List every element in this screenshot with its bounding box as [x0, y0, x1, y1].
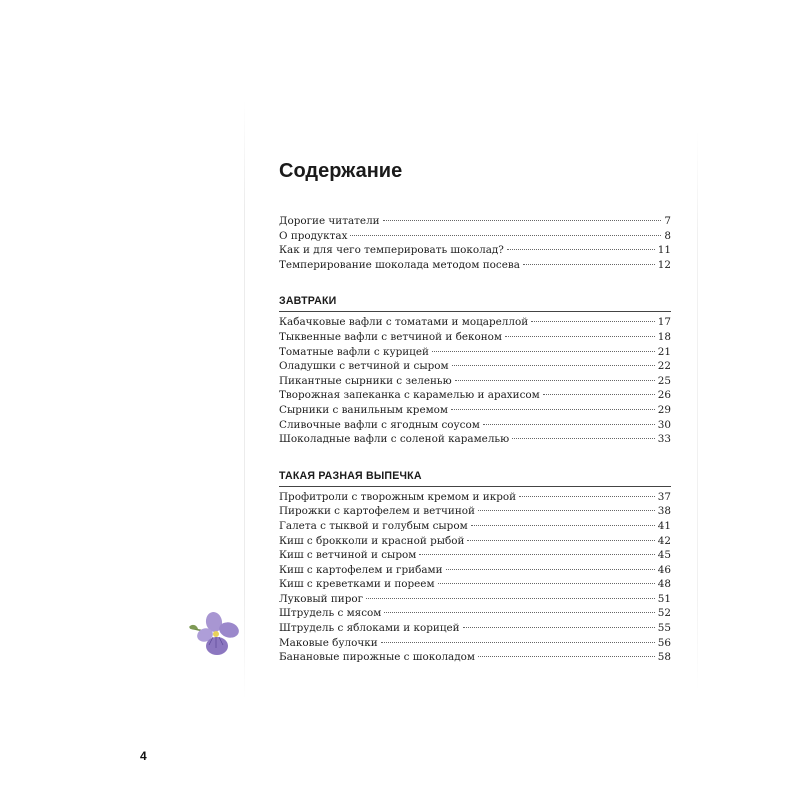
entry-page: 58 — [657, 651, 671, 664]
flower-leaf — [189, 625, 198, 630]
entry-title: Шоколадные вафли с соленой карамелью — [279, 433, 510, 446]
entry-page: 33 — [657, 433, 671, 446]
entry-page: 25 — [657, 374, 671, 387]
toc-entry — [279, 505, 671, 520]
entry-page: 41 — [657, 519, 671, 532]
entry-title: Сливочные вафли с ягодным соусом — [279, 418, 480, 431]
entry-page: 56 — [657, 636, 671, 649]
dot-leader — [505, 336, 655, 337]
dot-leader — [432, 351, 655, 352]
entry-page: 38 — [657, 505, 671, 518]
entry-page: 37 — [657, 490, 671, 503]
dot-leader — [446, 569, 655, 570]
page-right-edge — [697, 130, 698, 690]
entry-title: Киш с креветками и пореем — [279, 578, 435, 591]
entry-title: Оладушки с ветчиной и сыром — [279, 360, 449, 373]
entry-title: Луковый пирог — [279, 592, 364, 605]
dot-leader — [523, 264, 655, 265]
toc-entry — [279, 549, 671, 564]
entry-title: Как и для чего темперировать шоколад? — [279, 244, 504, 257]
section-heading: ТАКАЯ РАЗНАЯ ВЫПЕЧКА — [279, 470, 671, 487]
page-title: Содержание — [279, 160, 403, 182]
entry-page: 8 — [664, 229, 671, 242]
entry-page: 21 — [657, 345, 671, 358]
dot-leader — [512, 438, 655, 439]
entry-page: 55 — [657, 622, 671, 635]
entry-title: О продуктах — [279, 229, 348, 242]
dot-leader — [507, 249, 655, 250]
entry-title: Томатные вафли с курицей — [279, 345, 429, 358]
toc-entry — [279, 491, 671, 506]
toc-entry — [279, 316, 671, 331]
entry-title: Банановые пирожные с шоколадом — [279, 651, 475, 664]
flower-center — [213, 631, 219, 637]
entry-title: Профитроли с творожным кремом и икрой — [279, 490, 517, 503]
toc-entry — [279, 375, 671, 390]
toc-entry — [279, 419, 671, 434]
toc-entry — [279, 360, 671, 375]
page-number: 4 — [140, 749, 147, 763]
entry-page: 45 — [657, 549, 671, 562]
dot-leader — [383, 220, 662, 221]
dot-leader — [350, 235, 661, 236]
dot-leader — [478, 510, 655, 511]
toc-entry — [279, 593, 671, 608]
entry-page: 18 — [657, 330, 671, 343]
entry-page: 46 — [657, 563, 671, 576]
toc-entry — [279, 607, 671, 622]
dot-leader — [438, 583, 655, 584]
toc-entry — [279, 259, 671, 274]
toc-entry — [279, 520, 671, 535]
dot-leader — [471, 525, 655, 526]
dot-leader — [384, 612, 654, 613]
dot-leader — [451, 409, 655, 410]
table-of-contents — [279, 159, 671, 666]
entry-page: 7 — [664, 215, 671, 227]
entry-title: Галета с тыквой и голубым сыром — [279, 519, 468, 532]
dot-leader — [519, 496, 655, 497]
dot-leader — [419, 554, 654, 555]
page-gutter-edge — [244, 100, 245, 700]
toc-entry — [279, 244, 671, 259]
dot-leader — [467, 540, 654, 541]
toc-entry — [279, 389, 671, 404]
flower-petal-bottom — [206, 637, 228, 655]
toc-entry — [279, 637, 671, 652]
toc-entry — [279, 578, 671, 593]
dot-leader — [531, 321, 655, 322]
dot-leader — [452, 365, 655, 366]
entry-page: 48 — [657, 578, 671, 591]
toc-section-breakfasts — [279, 295, 671, 447]
entry-title: Дорогие читатели — [279, 215, 380, 227]
dot-leader — [381, 642, 655, 643]
dot-leader — [483, 424, 655, 425]
entry-page: 42 — [657, 534, 671, 547]
toc-entry — [279, 404, 671, 419]
toc-entry — [279, 331, 671, 346]
entry-title: Творожная запеканка с карамелью и арахисом — [279, 389, 540, 402]
entry-page: 11 — [657, 244, 671, 257]
entry-title: Пирожки с картофелем и ветчиной — [279, 505, 475, 518]
toc-entry — [279, 230, 671, 245]
entry-page: 26 — [657, 389, 671, 402]
dot-leader — [366, 598, 655, 599]
entry-page: 17 — [657, 316, 671, 329]
entry-title: Сырники с ванильным кремом — [279, 403, 449, 416]
entry-title: Киш с ветчиной и сыром — [279, 549, 417, 562]
toc-entry — [279, 651, 671, 666]
entry-page: 30 — [657, 418, 671, 431]
entry-title: Темперирование шоколада методом посева — [279, 258, 520, 271]
entry-page: 29 — [657, 403, 671, 416]
entry-title: Тыквенные вафли с ветчиной и беконом — [279, 330, 502, 343]
violet-flower-icon — [186, 608, 244, 658]
toc-entry — [279, 622, 671, 637]
entry-page: 22 — [657, 360, 671, 373]
dot-leader — [455, 380, 655, 381]
toc-entry — [279, 433, 671, 448]
entry-title: Киш с картофелем и грибами — [279, 563, 443, 576]
entry-title: Пикантные сырники с зеленью — [279, 374, 452, 387]
dot-leader — [463, 627, 655, 628]
toc-entry — [279, 215, 671, 230]
dot-leader — [478, 656, 655, 657]
dot-leader — [543, 394, 655, 395]
entry-title: Штрудель с яблоками и корицей — [279, 622, 460, 635]
entry-page: 12 — [657, 258, 671, 271]
entry-page: 51 — [657, 592, 671, 605]
entry-title: Маковые булочки — [279, 636, 378, 649]
toc-entry — [279, 564, 671, 579]
entry-title: Штрудель с мясом — [279, 607, 382, 620]
entry-title: Киш с брокколи и красной рыбой — [279, 534, 465, 547]
entry-page: 52 — [657, 607, 671, 620]
toc-entry — [279, 346, 671, 361]
toc-entry — [279, 535, 671, 550]
entry-title: Кабачковые вафли с томатами и моцареллой — [279, 316, 529, 329]
section-heading: ЗАВТРАКИ — [279, 295, 671, 312]
toc-section-baking — [279, 470, 671, 666]
toc-intro-list — [279, 215, 671, 273]
